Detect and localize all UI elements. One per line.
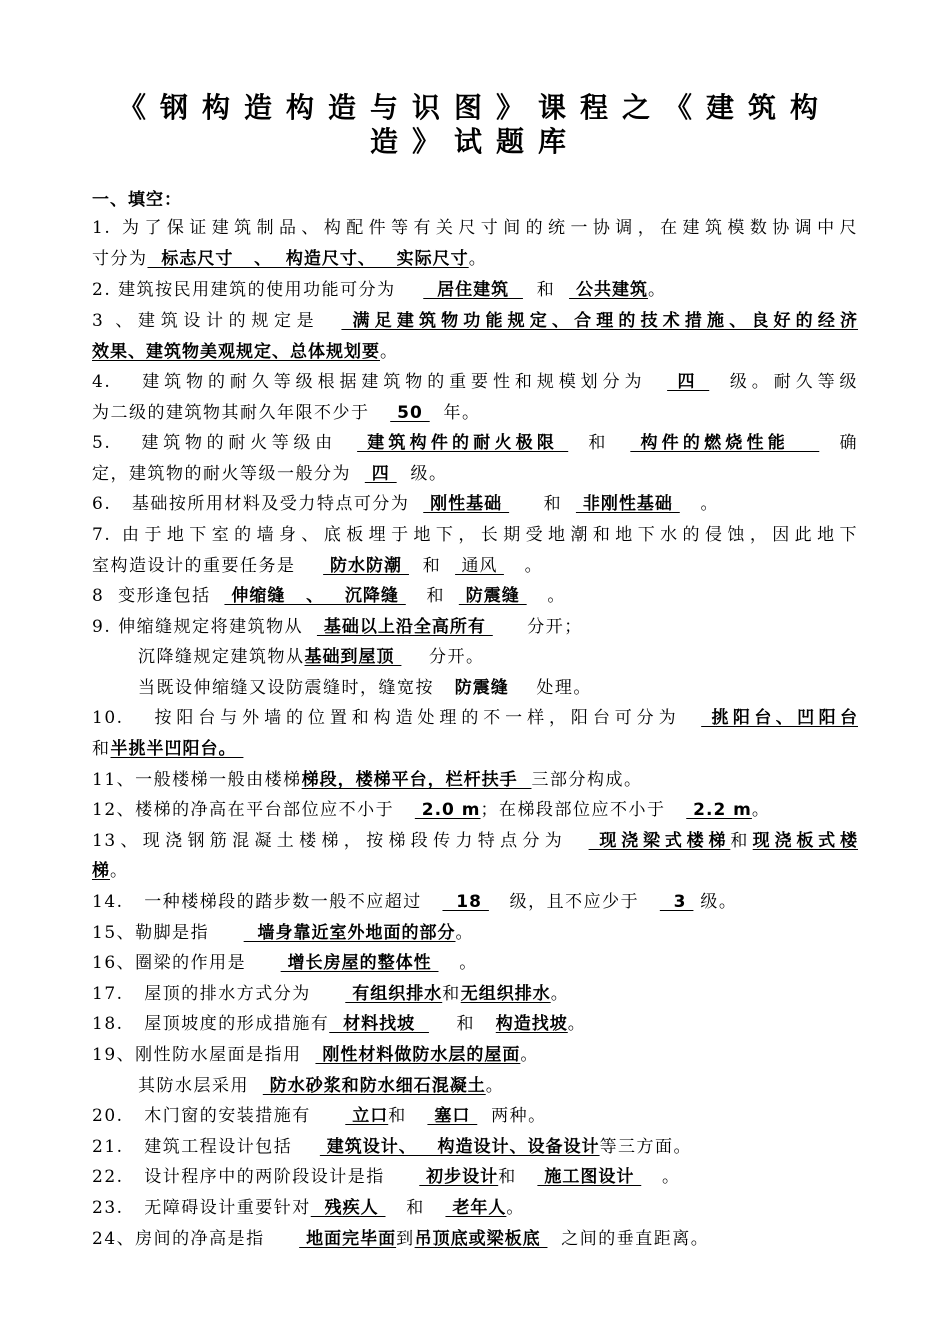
answer: 效果、建筑物美观规定、总体规划要 (92, 342, 380, 362)
question-19-line-2 (138, 1071, 858, 1102)
question-15 (92, 918, 858, 949)
question-text: 19、刚性防水屋面是指用 (92, 1045, 316, 1065)
question-9-line-3 (138, 673, 858, 704)
question-17 (92, 979, 858, 1010)
question-text: 8 变形逢包括 (92, 586, 225, 606)
question-text: 。 (751, 800, 771, 820)
question-21 (92, 1132, 858, 1163)
question-11 (92, 765, 858, 796)
question-text: 和 (730, 831, 753, 851)
question-text: 处理。 (515, 678, 592, 698)
answer: 初步设计 (419, 1167, 499, 1187)
question-text: 12、楼梯的净高在平台部位应不小于 (92, 800, 415, 820)
question-text: 沉降缝规定建筑物从 (138, 647, 305, 667)
answer: 刚性基础 (423, 494, 510, 514)
answer: 2.2 m (686, 800, 752, 820)
question-text: ；在梯段部位应不小于 (480, 800, 687, 820)
question-text: 15、勒脚是指 (92, 923, 244, 943)
question-text: 室构造设计的重要任务是 (92, 556, 324, 576)
question-5-line-2 (92, 459, 858, 490)
answer: 构造找坡 (495, 1014, 568, 1034)
question-text: 分开。 (401, 647, 485, 667)
answer: 防震缝 (458, 586, 527, 606)
question-text: 2. 建筑按民用建筑的使用功能可分为 (92, 280, 424, 300)
question-text: 到 (396, 1229, 415, 1249)
question-text: 5. 建筑物的耐火等级由 (92, 433, 358, 453)
question-19-line-1 (92, 1040, 858, 1071)
question-text: 和 (405, 586, 459, 606)
question-5-line-1 (92, 428, 858, 459)
question-text: 11、一般楼梯一般由楼梯 (92, 770, 302, 790)
answer: 非刚性基础 (575, 494, 680, 514)
answer: 现浇梁式楼梯 (588, 831, 731, 851)
question-12 (92, 795, 858, 826)
answer: 残疾人 (310, 1198, 386, 1218)
question-text: 和 (498, 1167, 538, 1187)
question-text: 。 (485, 1076, 505, 1096)
question-20 (92, 1101, 858, 1132)
question-text: 和 (428, 1014, 496, 1034)
question-text: 22. 设计程序中的两阶段设计是指 (92, 1167, 420, 1187)
question-text: 分开； (492, 617, 583, 637)
answer: 18 (442, 892, 489, 912)
question-text: 当既设伸缩缝又设防震缝时，缝宽按 (138, 678, 455, 698)
question-text: 。 (567, 1014, 587, 1034)
question-text: 和 (92, 739, 111, 759)
answer: 2.0 m (414, 800, 481, 820)
question-text: 两种。 (477, 1106, 547, 1126)
answer: 施工图设计 (537, 1167, 642, 1187)
answer: 增长房屋的整体性 (280, 953, 439, 973)
question-text: 16、圈梁的作用是 (92, 953, 281, 973)
question-13-line-1 (92, 826, 858, 857)
question-text: 。 (503, 556, 544, 576)
answer: 四 (364, 464, 397, 484)
answer: 满足建筑物功能规定、合理的技术措施、良好的经济 (341, 311, 858, 331)
answer: 基础到屋顶 (304, 647, 402, 667)
question-text: 13、现浇钢筋混凝土楼梯，按梯段传力特点分为 (92, 831, 589, 851)
question-text: 。 (455, 923, 474, 943)
answer: 现浇板式楼 (752, 831, 859, 851)
question-text: 3 、建筑设计的规定是 (92, 311, 342, 331)
question-text: 和 (385, 1198, 446, 1218)
question-text: 。 (520, 1045, 539, 1065)
question-8 (92, 581, 858, 612)
question-text: 21. 建筑工程设计包括 (92, 1137, 320, 1157)
answer: 梯 (92, 861, 110, 881)
question-text: 级。 (693, 892, 738, 912)
answer: 材料找坡 (329, 1014, 429, 1034)
question-text: 。 (550, 984, 570, 1004)
question-text: 1. 为了保证建筑制品、构配件等有关尺寸间的统一协调，在建筑模数协调中尺 (92, 218, 858, 238)
answer: 建筑设计、 构造设计、设备设计 (319, 1137, 600, 1157)
question-text: 。 (380, 342, 399, 362)
question-18 (92, 1009, 858, 1040)
question-text: 23. 无障碍设计重要针对 (92, 1198, 311, 1218)
question-text: 等三方面。 (599, 1137, 693, 1157)
answer: 塞口 (427, 1106, 478, 1126)
question-text: 和 (408, 556, 456, 576)
page-title-line-2: 造》试题库 (369, 125, 580, 158)
question-9-line-1 (92, 612, 858, 643)
answer: 吊顶底或梁板底 (414, 1229, 548, 1249)
answer: 建筑构件的耐火极限 (357, 433, 569, 453)
question-7-line-1 (92, 520, 858, 551)
question-16 (92, 948, 858, 979)
question-text: 。 (679, 494, 719, 514)
question-text: 和 (388, 1106, 428, 1126)
question-text: 14. 一种楼梯段的踏步数一般不应超过 (92, 892, 443, 912)
answer: 伸缩缝 、 沉降缝 (224, 586, 406, 606)
answer: 无组织排水 (460, 984, 551, 1004)
question-text: 9. 伸缩缝规定将建筑物从 (92, 617, 317, 637)
question-10-line-2 (92, 734, 858, 765)
question-text: 。 (526, 586, 566, 606)
question-text: 。 (506, 1198, 525, 1218)
answer: 防水砂浆和防水细石混凝土 (262, 1076, 486, 1096)
question-24 (92, 1224, 858, 1255)
answer: 通风 (455, 556, 504, 576)
question-4-line-2 (92, 398, 858, 429)
page-title-line-1: 《钢构造构造与识图》课程之《建筑构 (117, 91, 832, 124)
answer: 构件的燃烧性能 (630, 433, 820, 453)
answer: 老年人 (445, 1198, 507, 1218)
question-3-line-1 (92, 306, 858, 337)
question-text: 寸分为 (92, 249, 148, 269)
question-23 (92, 1193, 858, 1224)
question-text: 级。耐久等级 (709, 372, 858, 392)
question-text: 。 (110, 861, 129, 881)
answer: 标志尺寸 、 构造尺寸、 实际尺寸 (147, 249, 469, 269)
question-text: 级，且不应少于 (488, 892, 660, 912)
question-text: 。 (641, 1167, 681, 1187)
question-4-line-1 (92, 367, 858, 398)
question-22 (92, 1162, 858, 1193)
answer: 公共建筑 (569, 280, 648, 300)
answer: 防水防潮 (323, 556, 409, 576)
question-1-line-2 (92, 244, 858, 275)
question-14 (92, 887, 858, 918)
answer: 刚性材料做防水层的屋面 (315, 1045, 521, 1065)
question-text: 17. 屋顶的排水方式分为 (92, 984, 346, 1004)
question-text: 级。 (396, 464, 448, 484)
question-13-line-2 (92, 856, 858, 887)
answer: 基础以上沿全高所有 (316, 617, 493, 637)
question-text: 其防水层采用 (138, 1076, 263, 1096)
question-text: 10. 按阳台与外墙的位置和构造处理的不一样，阳台可分为 (92, 708, 702, 728)
question-text: 为二级的建筑物其耐久年限不少于 (92, 403, 391, 423)
question-text: 20. 木门窗的安装措施有 (92, 1106, 346, 1126)
answer: 墙身靠近室外地面的部分 (243, 923, 456, 943)
answer: 防震缝 (454, 678, 516, 698)
question-1-line-1 (92, 213, 858, 244)
question-6 (92, 489, 858, 520)
question-10-line-1 (92, 703, 858, 734)
question-text: 6. 基础按所用材料及受力特点可分为 (92, 494, 424, 514)
answer: 半挑半凹阳台。 (110, 739, 244, 759)
question-text: 之间的垂直距离。 (547, 1229, 710, 1249)
question-text: 。 (468, 249, 488, 269)
question-text: 和 (568, 433, 631, 453)
answer: 梯段，楼梯平台，栏杆扶手 (301, 770, 532, 790)
answer: 立口 (345, 1106, 389, 1126)
question-text: 24、房间的净高是指 (92, 1229, 300, 1249)
answer: 挑阳台、凹阳台 (701, 708, 858, 728)
answer: 四 (667, 372, 710, 392)
answer: 居住建筑 (423, 280, 523, 300)
question-text: 和 (522, 280, 570, 300)
answer: 有组织排水 (345, 984, 443, 1004)
section-heading: 一、填空： (92, 190, 182, 210)
question-text: 定，建筑物的耐火等级一般分为 (92, 464, 365, 484)
question-3-line-2 (92, 337, 858, 368)
question-text: 18. 屋顶坡度的形成措施有 (92, 1014, 330, 1034)
answer: 50 (390, 403, 430, 423)
question-text: 确 (819, 433, 858, 453)
question-text: 和 (442, 984, 461, 1004)
question-text: 7. 由于地下室的墙身、底板埋于地下，长期受地潮和地下水的侵蚀，因此地下 (92, 525, 858, 545)
question-text: 4. 建筑物的耐久等级根据建筑物的重要性和规模划分为 (92, 372, 668, 392)
question-7-line-2 (92, 551, 858, 582)
question-2 (92, 275, 858, 306)
question-text: 三部分构成。 (531, 770, 643, 790)
question-9-line-2 (138, 642, 858, 673)
answer: 3 (659, 892, 694, 912)
question-text: 年。 (429, 403, 481, 423)
answer: 地面完毕面 (299, 1229, 397, 1249)
question-text: 。 (647, 280, 667, 300)
question-text: 和 (509, 494, 576, 514)
question-text: 。 (438, 953, 478, 973)
